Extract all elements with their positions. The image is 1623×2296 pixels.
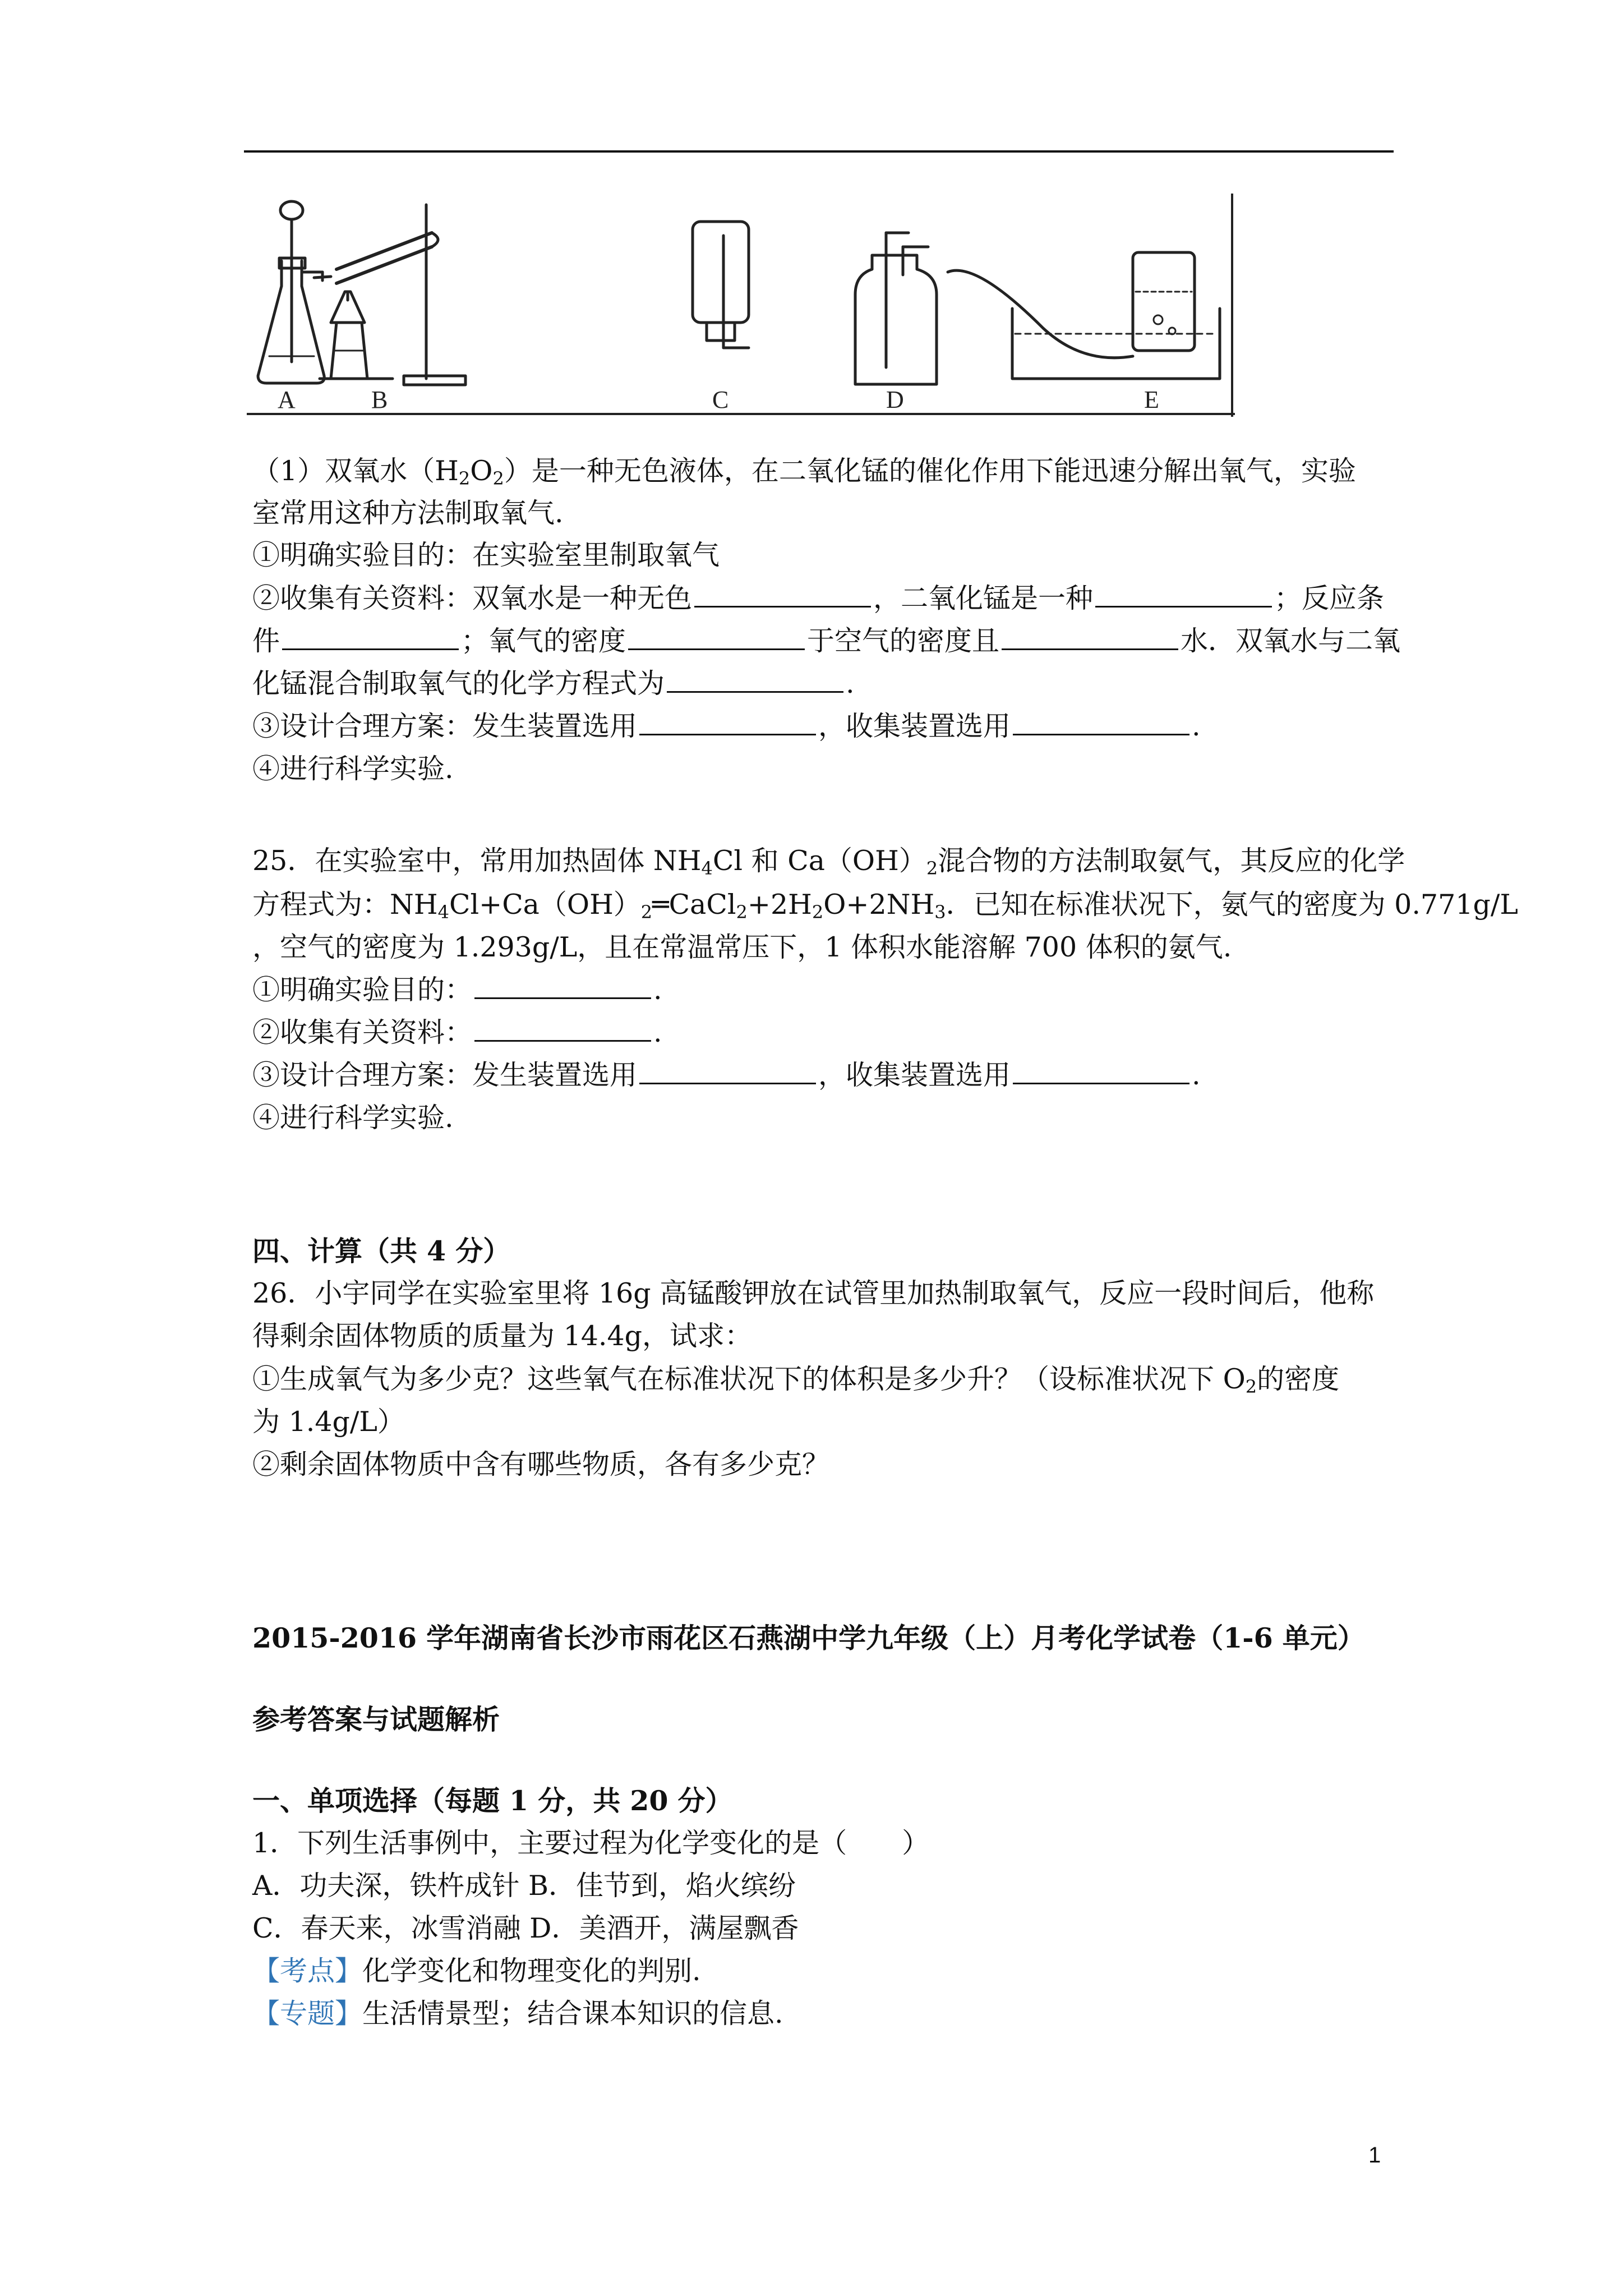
page-number: 1 bbox=[1368, 2143, 1381, 2168]
apparatus-d-bottle bbox=[855, 233, 937, 384]
answer-blank[interactable] bbox=[639, 709, 816, 735]
label-a: A bbox=[278, 386, 296, 413]
answers-kaodian: 【考点】化学变化和物理变化的判别. bbox=[252, 1955, 701, 1987]
answers-subtitle: 参考答案与试题解析 bbox=[252, 1703, 500, 1736]
apparatus-figure bbox=[247, 194, 1235, 417]
apparatus-e-trough bbox=[948, 252, 1220, 379]
q26-line4: 为 1.4g/L） bbox=[252, 1406, 405, 1438]
answer-blank[interactable] bbox=[694, 581, 871, 608]
label-d: D bbox=[886, 386, 904, 413]
apparatus-c-jar bbox=[693, 222, 749, 348]
answer-blank[interactable] bbox=[282, 624, 459, 650]
zhuanti-tag: 【专题】 bbox=[252, 1998, 363, 2030]
q26-line1: 26．小宇同学在实验室里将 16g 高锰酸钾放在试管里加热制取氧气，反应一段时间后，他称 bbox=[252, 1277, 1375, 1309]
q24-step3: ③设计合理方案：发生装置选用 ，收集装置选用 . bbox=[252, 710, 1201, 742]
q26-line2: 得剩余固体物质的质量为 14.4g，试求： bbox=[252, 1320, 753, 1352]
q24-step2-line3: 化锰混合制取氧气的化学方程式为 . bbox=[252, 668, 855, 700]
q25-line3: ，空气的密度为 1.293g/L，且在常温常压下，1 体积水能溶解 700 体积的氨气. bbox=[252, 931, 1232, 963]
q24-step2-line1: ②收集有关资料：双氧水是一种无色 ，二氧化锰是一种 ；反应条 bbox=[252, 582, 1385, 614]
answer-blank[interactable] bbox=[1013, 1058, 1189, 1084]
q24-intro-line2: 室常用这种方法制取氧气. bbox=[252, 497, 564, 529]
answer-blank[interactable] bbox=[474, 1015, 651, 1042]
q24-step2-line2: 件 ；氧气的密度 于空气的密度且 水．双氧水与二氧 bbox=[252, 625, 1401, 657]
q25-line1: 25．在实验室中，常用加热固体 $NH_4Cl$ 和 $Ca(OH)_2$混合物的方法制取氨气，其反应的化学 bbox=[252, 845, 1405, 879]
q24-step1: ①明确实验目的：在实验室里制取氧气 bbox=[252, 539, 720, 571]
answer-blank[interactable] bbox=[639, 1058, 816, 1084]
q25-step3: ③设计合理方案：发生装置选用 ，收集装置选用 . bbox=[252, 1059, 1201, 1091]
section4-heading: 四、计算（共 4 分） bbox=[252, 1235, 511, 1267]
label-b: B bbox=[371, 386, 388, 413]
answer-blank[interactable] bbox=[1013, 709, 1189, 735]
answers-q1-options-ab: A．功夫深，铁杵成针 B．佳节到，焰火缤纷 bbox=[252, 1870, 796, 1902]
answers-q1-options-cd: C．春天来，冰雪消融 D．美酒开，满屋飘香 bbox=[252, 1912, 799, 1944]
apparatus-diagram bbox=[247, 194, 1235, 417]
q26-line5: ②剩余固体物质中含有哪些物质，各有多少克？ bbox=[252, 1448, 830, 1480]
q25-step4: ④进行科学实验. bbox=[252, 1102, 454, 1134]
label-c: C bbox=[712, 386, 729, 413]
answer-blank[interactable] bbox=[474, 973, 651, 999]
answer-blank[interactable] bbox=[1095, 581, 1272, 608]
answer-blank[interactable] bbox=[667, 666, 843, 693]
label-e: E bbox=[1144, 386, 1159, 413]
answer-blank[interactable] bbox=[1002, 624, 1178, 650]
q25-step1: ①明确实验目的： . bbox=[252, 974, 662, 1006]
answer-blank[interactable] bbox=[628, 624, 805, 650]
answers-q1: 1．下列生活事例中，主要过程为化学变化的是（ ） bbox=[252, 1827, 930, 1859]
q24-intro-line1: （1）双氧水$(H_2O_2)$是一种无色液体，在二氧化锰的催化作用下能迅速分解出氧气，实验 bbox=[252, 455, 1356, 489]
answers-section1-heading: 一、单项选择（每题 1 分，共 20 分） bbox=[252, 1784, 733, 1817]
apparatus-a-flask bbox=[258, 201, 324, 383]
apparatus-b-heating bbox=[314, 205, 465, 385]
q25-equation-line: 方程式为：$NH_4Cl+Ca(OH)_2═CaCl_2+2H_2O+2NH_3$．已知在标准状况下，氨气的密度为 0.771g/L bbox=[252, 889, 1518, 923]
header-rule bbox=[244, 150, 1394, 153]
q25-step2: ②收集有关资料： . bbox=[252, 1016, 662, 1048]
q26-line3: ①生成氧气为多少克？这些氧气在标准状况下的体积是多少升？（设标准状况下 $O_2$的密度 bbox=[252, 1363, 1340, 1397]
answers-title: 2015-2016 学年湖南省长沙市雨花区石燕湖中学九年级（上）月考化学试卷（1-6 单元） bbox=[252, 1622, 1365, 1654]
kaodian-tag: 【考点】 bbox=[252, 1955, 363, 1987]
answers-zhuanti: 【专题】生活情景型；结合课本知识的信息. bbox=[252, 1998, 783, 2030]
q24-step4: ④进行科学实验. bbox=[252, 753, 454, 785]
